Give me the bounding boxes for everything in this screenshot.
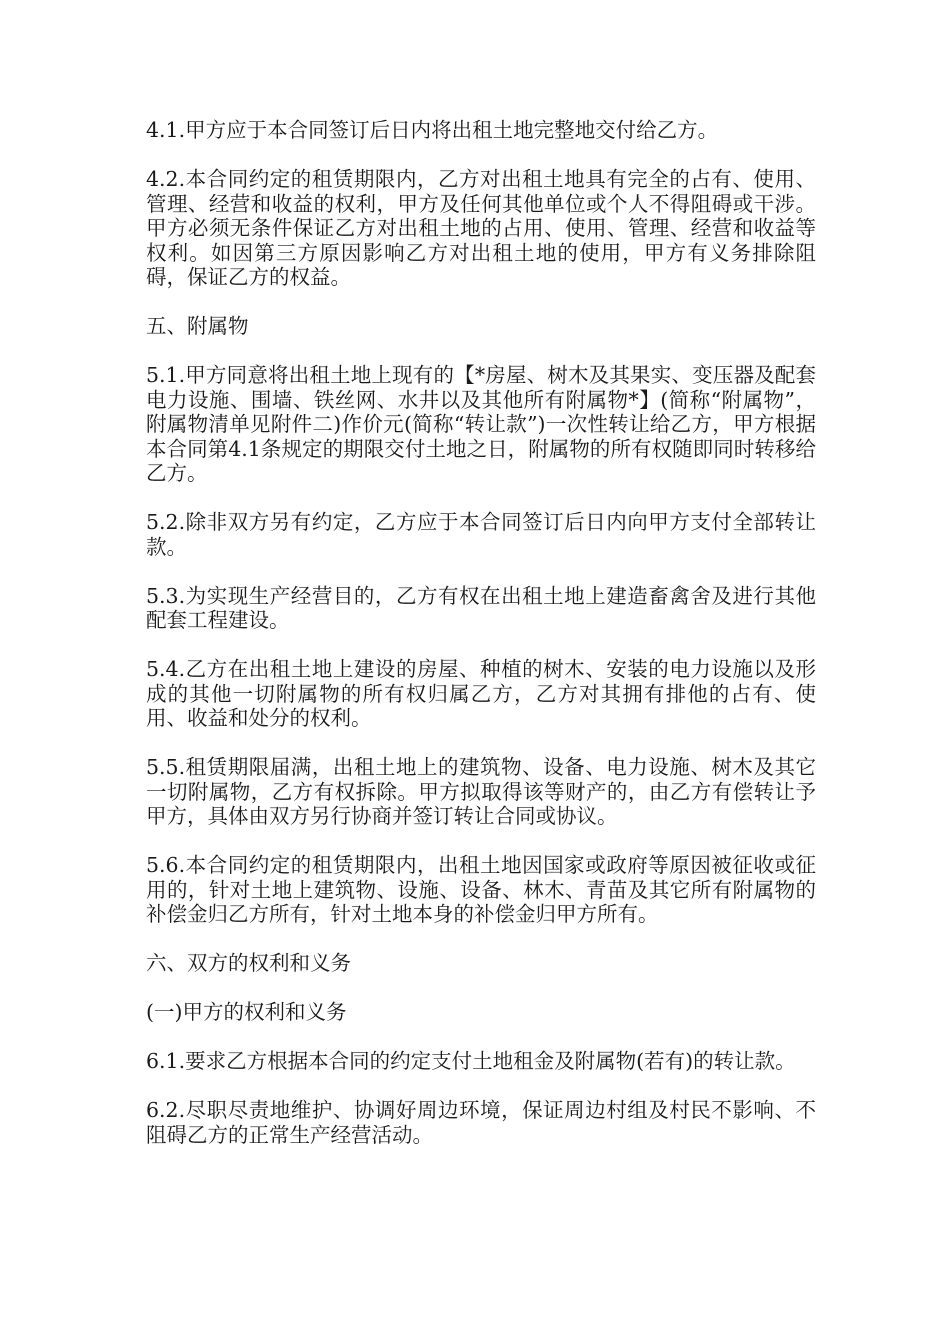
- clause-5-1: 5.1.甲方同意将出租土地上现有的【*房屋、树木及其果实、变压器及配套电力设施、围墙、铁丝网、水井以及其他所有附属物*】(简称“附属物”，附属物清单见附件二)作价元(简称“转让款”)一次性转让给乙方，甲方根据本合同第4.1条规定的期限交付土地之日，附属物的所有权随即同时转移给乙方。: [146, 363, 816, 485]
- clause-4-2: 4.2.本合同约定的租赁期限内，乙方对出租土地具有完全的占有、使用、管理、经营和收益的权利，甲方及任何其他单位或个人不得阻碍或干涉。甲方必须无条件保证乙方对出租土地的占用、使用、管理、经营和收益等权利。如因第三方原因影响乙方对出租土地的使用，甲方有义务排除阻碍，保证乙方的权益。: [146, 167, 816, 289]
- clause-5-6: 5.6.本合同约定的租赁期限内，出租土地因国家或政府等原因被征收或征用的，针对土地上建筑物、设施、设备、林木、青苗及其它所有附属物的补偿金归乙方所有，针对土地本身的补偿金归甲方所有。: [146, 853, 816, 926]
- clause-5-3: 5.3.为实现生产经营目的，乙方有权在出租土地上建造畜禽舍及进行其他配套工程建设。: [146, 583, 816, 632]
- subsection-heading-6-1: (一)甲方的权利和义务: [146, 1000, 347, 1024]
- clause-6-2: 6.2.尽职尽责地维护、协调好周边环境，保证周边村组及村民不影响、不阻碍乙方的正常生产经营活动。: [146, 1098, 816, 1147]
- section-heading-6: 六、双方的权利和义务: [146, 951, 351, 975]
- section-heading-5: 五、附属物: [146, 314, 249, 338]
- clause-5-2: 5.2.除非双方另有约定，乙方应于本合同签订后日内向甲方支付全部转让款。: [146, 510, 816, 559]
- clause-6-1: 6.1.要求乙方根据本合同的约定支付土地租金及附属物(若有)的转让款。: [146, 1049, 796, 1073]
- clause-4-1: 4.1.甲方应于本合同签订后日内将出租土地完整地交付给乙方。: [146, 118, 719, 142]
- clause-5-4: 5.4.乙方在出租土地上建设的房屋、种植的树木、安装的电力设施以及形成的其他一切附属物的所有权归属乙方，乙方对其拥有排他的占有、使用、收益和处分的权利。: [146, 657, 816, 730]
- clause-5-5: 5.5.租赁期限届满，出租土地上的建筑物、设备、电力设施、树木及其它一切附属物，乙方有权拆除。甲方拟取得该等财产的，由乙方有偿转让予甲方，具体由双方另行协商并签订转让合同或协议。: [146, 755, 816, 828]
- document-page: [146, 118, 816, 1172]
